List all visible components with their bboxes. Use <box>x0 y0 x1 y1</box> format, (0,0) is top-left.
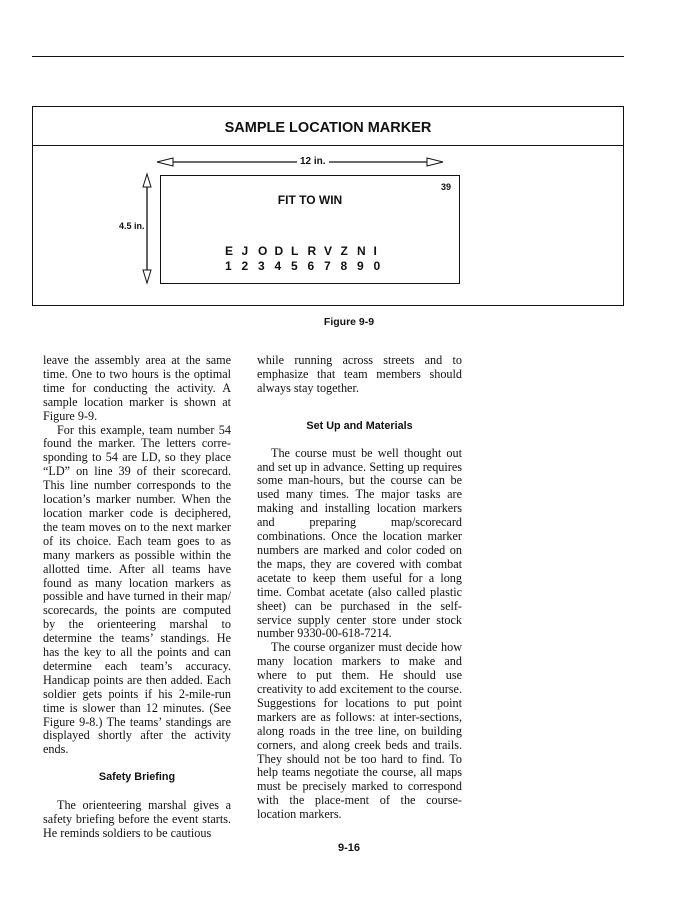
marker-letter: I <box>373 244 377 258</box>
left-column <box>43 354 231 841</box>
left-paragraph-2: For this example, team number 54 found the marker. The letters corre-sponding to 54 are LD, so they place “LD” on line 39 of their scorecard. This line number corresponds to the location’s marker number. When the location marker code is deciphered, the team moves on to the next marker of its choice. Each team goes to as many markers as possible within the allotted time. After all teams have found as many location markers as possible and have turned in their map/ scorecards, the points are computed by the orienteering marshal to determine the teams’ standings. He has the key to all the points and can determine each team’s accuracy. Handicap points are then added. Each soldier gets points if his 2-mile-run time is slower than 12 minutes. (See Figure 9-8.) The teams’ standings are displayed shortly after the activity ends. <box>43 422 231 757</box>
right-column <box>257 354 462 822</box>
height-label: 4.5 in. <box>119 221 145 231</box>
marker-letter: Z <box>340 244 348 258</box>
setup-materials-heading: Set Up and Materials <box>306 419 413 432</box>
marker-slogan: FIT TO WIN <box>277 193 343 207</box>
safety-briefing-heading: Safety Briefing <box>98 771 176 784</box>
marker-letter: L <box>291 244 299 258</box>
page-number: 9-16 <box>337 842 361 854</box>
left-paragraph-1: leave the assembly area at the same time. One to two hours is the optimal time for conducting the activity. A sample location marker is shown at Figure 9-9. <box>43 353 231 423</box>
marker-digit: 4 <box>274 259 282 273</box>
height-arrow-bottom-head <box>143 270 151 283</box>
marker-letter-row <box>225 244 390 258</box>
figure-caption: Figure 9-9 <box>323 316 375 328</box>
right-paragraph-2: The course must be well thought out and set up in advance. Setting up requires some man-hours, but the course can be used many times. The major tasks are making and installing location markers and preparing map/scorecard combinations. Once the location marker numbers are marked and color coded on the maps, they are covered with combat acetate to keep them useful for a long time. Combat acetate (also called plastic sheet) can be purchased in the self-service supply center store under stock number 9330-00-618-7214. <box>257 445 462 641</box>
marker-digit: 3 <box>258 259 265 273</box>
figure-box <box>32 106 624 306</box>
marker-digit: 5 <box>291 259 298 273</box>
marker-letter: J <box>241 244 249 258</box>
width-arrow-left-head <box>157 158 173 166</box>
header-rule <box>32 56 624 57</box>
marker-digit: 7 <box>324 259 331 273</box>
marker-digit: 9 <box>357 259 364 273</box>
marker-digit: 6 <box>307 259 315 273</box>
marker-letter: V <box>324 244 333 258</box>
marker-digit-row <box>225 259 390 273</box>
figure-title: SAMPLE LOCATION MARKER <box>224 120 432 136</box>
marker-number: 39 <box>440 182 451 192</box>
marker-letter: O <box>258 244 268 258</box>
marker-digit: 8 <box>340 259 348 273</box>
right-paragraph-3: The course organizer must decide how many location markers to make and where to put them. He should use creativity to add excitement to the course. Suggestions for locations to put point markers are as follows: at inter-sections, along roads in the tree line, on building corners, and along creek beds and trails. They should not be too hard to find. To help teams negotiate the course, all maps must be precisely marked to correspond with the place-ment of the course-location markers. <box>257 640 462 822</box>
marker-letter: R <box>307 244 317 258</box>
marker-letter: N <box>357 244 366 258</box>
width-arrow-right-head <box>427 158 443 166</box>
marker-letter: E <box>225 244 234 258</box>
location-marker <box>160 175 460 284</box>
marker-digit: 0 <box>373 259 381 273</box>
marker-letter: D <box>274 244 284 258</box>
left-paragraph-3: The orienteering marshal gives a safety briefing before the event starts. He reminds soldiers to be cautious <box>43 798 231 840</box>
marker-digit: 1 <box>225 259 232 273</box>
height-arrow-top-head <box>143 174 151 187</box>
width-label: 12 in. <box>297 156 329 167</box>
right-paragraph-1: while running across streets and to emphasize that team members should always stay together. <box>257 353 462 395</box>
marker-digit: 2 <box>241 259 249 273</box>
